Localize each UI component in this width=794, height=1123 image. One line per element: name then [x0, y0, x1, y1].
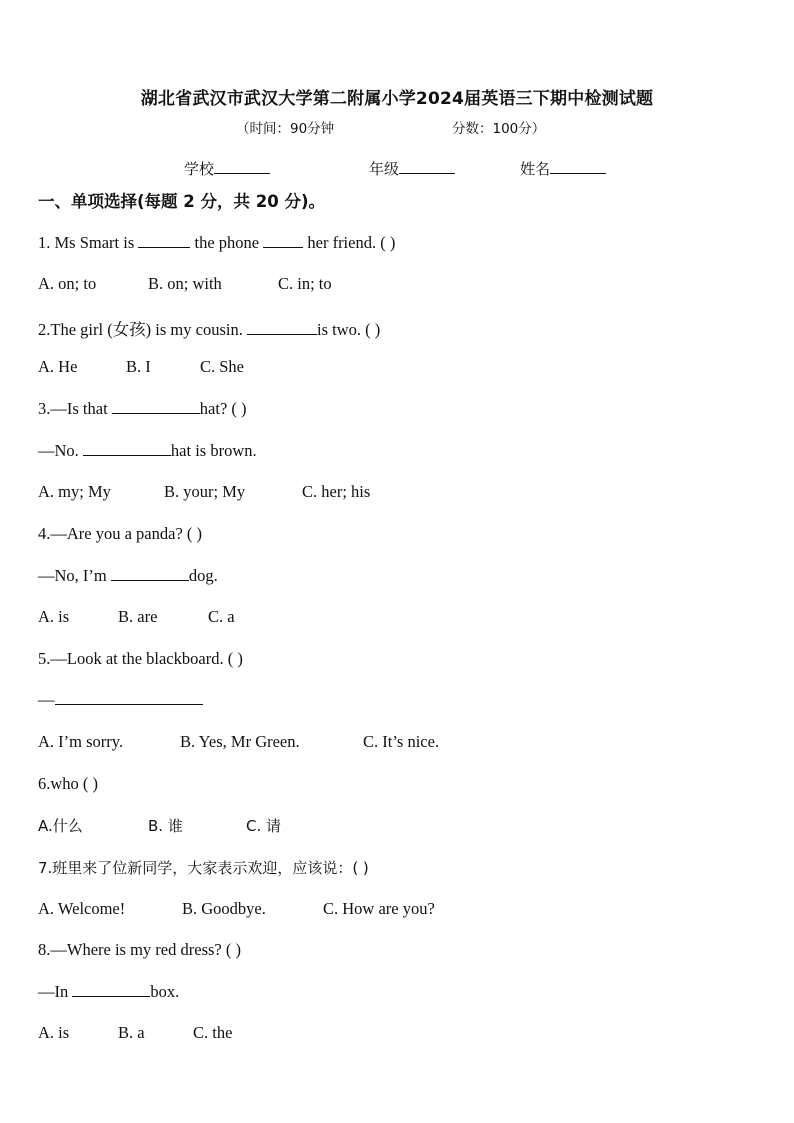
exam-score: 分数：100分）	[452, 121, 546, 137]
question-5-answer	[38, 690, 203, 710]
question-3	[38, 399, 247, 419]
q2-blank-1[interactable]	[247, 320, 317, 335]
q1-options	[38, 274, 332, 294]
q3-option-a[interactable]: A. my; My	[38, 482, 111, 501]
q6-option-b[interactable]: B. 谁	[148, 817, 183, 835]
q5-options	[38, 732, 439, 752]
q4-option-b[interactable]: B. are	[118, 607, 158, 626]
q8-text-b: —In	[38, 982, 73, 1001]
q8-option-c[interactable]: C. the	[193, 1023, 233, 1042]
q4-text-c: dog.	[188, 566, 218, 585]
q4-text-b: —No, I’m	[38, 566, 111, 585]
q5-text-a: 5.—Look at the blackboard. ( )	[38, 649, 243, 668]
q3-blank-2[interactable]	[83, 441, 171, 456]
q3-blank-1[interactable]	[112, 399, 200, 414]
q1-text-c: her friend. ( )	[303, 233, 396, 252]
q8-option-a[interactable]: A. is	[38, 1023, 70, 1042]
q1-option-c[interactable]: C. in; to	[278, 274, 332, 293]
q2-option-c[interactable]: C. She	[200, 357, 245, 376]
q1-option-b[interactable]: B. on; with	[148, 274, 222, 293]
q8-options	[38, 1023, 232, 1043]
question-1	[38, 233, 395, 253]
question-3-answer	[38, 441, 257, 461]
q2-option-b[interactable]: B. I	[126, 357, 151, 376]
q4-blank[interactable]	[111, 566, 189, 581]
section-heading: 一、单项选择(每题 2 分，共 20 分)。	[38, 192, 326, 211]
school-blank[interactable]	[214, 159, 270, 174]
q3-text-c: —No.	[38, 441, 83, 460]
q3-options	[38, 482, 370, 502]
q8-option-b[interactable]: B. a	[118, 1023, 145, 1042]
exam-title: 湖北省武汉市武汉大学第二附属小学2024届英语三下期中检测试题	[140, 89, 654, 109]
q3-option-b[interactable]: B. your; My	[164, 482, 246, 501]
q5-option-c[interactable]: C. It’s nice.	[363, 732, 440, 751]
school-label: 学校	[184, 160, 215, 178]
grade-label: 年级	[369, 160, 400, 178]
q1-option-a[interactable]: A. on; to	[38, 274, 97, 293]
name-blank[interactable]	[550, 159, 606, 174]
q7-text-a: 7.班里来了位新同学，大家表示欢迎，应该说：( )	[38, 859, 369, 877]
question-2	[38, 316, 380, 340]
q4-option-c[interactable]: C. a	[208, 607, 235, 626]
question-7	[38, 857, 369, 878]
q7-option-b[interactable]: B. Goodbye.	[182, 899, 266, 918]
q1-blank-2[interactable]	[263, 233, 303, 248]
q5-option-b[interactable]: B. Yes, Mr Green.	[180, 732, 300, 751]
q7-option-c[interactable]: C. How are you?	[323, 899, 435, 918]
name-field	[520, 158, 606, 179]
question-6	[38, 774, 98, 794]
q2-text-a: 2.The girl (女孩) is my cousin.	[38, 320, 247, 339]
q2-text-b: is two. ( )	[316, 320, 381, 339]
school-field	[184, 158, 270, 179]
q6-options	[38, 815, 281, 836]
q1-blank-1[interactable]	[138, 233, 190, 248]
q7-option-a[interactable]: A. Welcome!	[38, 899, 126, 918]
q2-options	[38, 357, 244, 377]
q3-text-b: hat? ( )	[199, 399, 247, 418]
q4-option-a[interactable]: A. is	[38, 607, 70, 626]
q2-option-a[interactable]: A. He	[38, 357, 78, 376]
q8-text-c: box.	[150, 982, 180, 1001]
q8-text-a: 8.—Where is my red dress? ( )	[38, 940, 241, 959]
q8-blank[interactable]	[72, 982, 150, 997]
q6-text-a: 6.who ( )	[38, 774, 99, 793]
q4-text-a: 4.—Are you a panda? ( )	[38, 524, 203, 543]
q3-option-c[interactable]: C. her; his	[302, 482, 371, 501]
q6-option-c[interactable]: C. 请	[246, 817, 282, 835]
grade-field	[369, 158, 455, 179]
question-4-answer	[38, 566, 218, 586]
q3-text-a: 3.—Is that	[38, 399, 112, 418]
exam-time: （时间：90分钟	[236, 121, 335, 137]
question-8-answer	[38, 982, 179, 1002]
q1-text-a: 1. Ms Smart is	[38, 233, 139, 252]
question-4	[38, 524, 202, 544]
q6-option-a[interactable]: A.什么	[38, 817, 83, 835]
q4-options	[38, 607, 235, 627]
q5-text-b: —	[38, 690, 55, 709]
question-8	[38, 940, 241, 960]
q7-options	[38, 899, 435, 919]
q5-option-a[interactable]: A. I’m sorry.	[38, 732, 124, 751]
grade-blank[interactable]	[399, 159, 455, 174]
name-label: 姓名	[520, 160, 551, 178]
q3-text-d: hat is brown.	[170, 441, 257, 460]
q5-blank[interactable]	[55, 690, 203, 705]
q1-text-b: the phone	[190, 233, 264, 252]
question-5	[38, 649, 243, 669]
